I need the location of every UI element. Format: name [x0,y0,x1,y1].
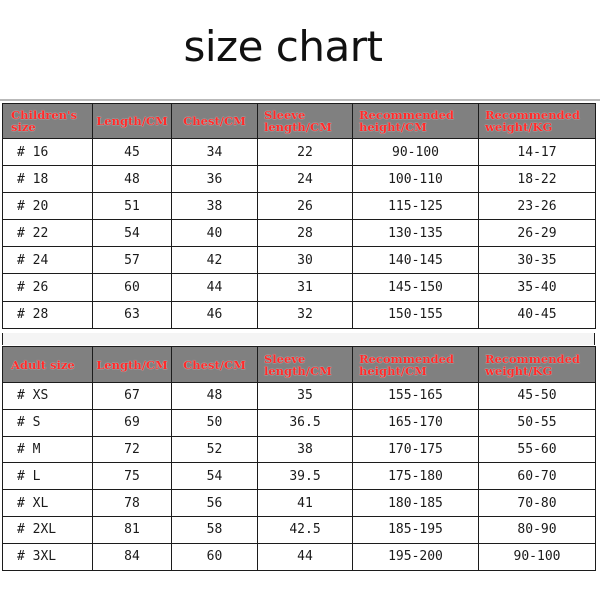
sleeve-cell: 42.5 [258,516,353,543]
height-cell: 185-195 [353,516,479,543]
table-row [3,383,596,410]
chest-cell: 36 [172,166,258,193]
sleeve-cell: 39.5 [258,463,353,490]
chest-cell: 40 [172,220,258,247]
table-row [3,220,596,247]
height-cell: 180-185 [353,490,479,517]
chest-cell: 60 [172,543,258,570]
size-cell: # 18 [3,166,93,193]
header-chest: Chest/CM [172,104,258,139]
table-row [3,543,596,570]
size-cell: # 20 [3,193,93,220]
header-recommended-weight: Recommended weight/KG [479,104,596,139]
table-row [3,274,596,301]
sleeve-cell: 38 [258,436,353,463]
weight-cell: 45-50 [479,383,596,410]
size-cell: # L [3,463,93,490]
chest-cell: 44 [172,274,258,301]
table-row [3,516,596,543]
header-length: Length/CM [93,104,172,139]
length-cell: 57 [93,247,172,274]
height-cell: 175-180 [353,463,479,490]
height-cell: 140-145 [353,247,479,274]
length-cell: 84 [93,543,172,570]
chest-cell: 42 [172,247,258,274]
table-row [3,166,596,193]
chest-cell: 34 [172,139,258,166]
header-recommended-height: Recommended height/CM [353,347,479,383]
height-cell: 150-155 [353,301,479,328]
weight-cell: 40-45 [479,301,596,328]
header-recommended-height: Recommended height/CM [353,104,479,139]
size-cell: # 2XL [3,516,93,543]
length-cell: 54 [93,220,172,247]
weight-cell: 23-26 [479,193,596,220]
weight-cell: 55-60 [479,436,596,463]
length-cell: 51 [93,193,172,220]
size-cell: # M [3,436,93,463]
weight-cell: 26-29 [479,220,596,247]
header-recommended-weight: Recommended weight/KG [479,347,596,383]
chest-cell: 50 [172,409,258,436]
sleeve-cell: 30 [258,247,353,274]
height-cell: 145-150 [353,274,479,301]
sleeve-cell: 44 [258,543,353,570]
size-cell: # 26 [3,274,93,301]
table-row [3,139,596,166]
height-cell: 90-100 [353,139,479,166]
weight-cell: 14-17 [479,139,596,166]
chest-cell: 46 [172,301,258,328]
table-row [3,436,596,463]
weight-cell: 50-55 [479,409,596,436]
weight-cell: 18-22 [479,166,596,193]
height-cell: 155-165 [353,383,479,410]
table-header-row [3,347,596,383]
length-cell: 78 [93,490,172,517]
length-cell: 75 [93,463,172,490]
length-cell: 72 [93,436,172,463]
size-cell: # XS [3,383,93,410]
table-row [3,301,596,328]
weight-cell: 35-40 [479,274,596,301]
sleeve-cell: 32 [258,301,353,328]
chest-cell: 52 [172,436,258,463]
length-cell: 69 [93,409,172,436]
size-cell: # 16 [3,139,93,166]
sleeve-cell: 41 [258,490,353,517]
sleeve-cell: 26 [258,193,353,220]
weight-cell: 90-100 [479,543,596,570]
sleeve-cell: 28 [258,220,353,247]
header-children-size: Children's size [3,104,93,139]
chest-cell: 58 [172,516,258,543]
header-chest: Chest/CM [172,347,258,383]
chest-cell: 56 [172,490,258,517]
size-cell: # XL [3,490,93,517]
header-adult-size: Adult size [3,347,93,383]
table-row [3,490,596,517]
size-cell: # 22 [3,220,93,247]
divider [0,99,600,101]
size-cell: # S [3,409,93,436]
header-length: Length/CM [93,347,172,383]
table-header-row [3,104,596,139]
weight-cell: 30-35 [479,247,596,274]
page-title: size chart [183,22,383,71]
size-cell: # 28 [3,301,93,328]
table-separator [2,333,595,345]
table-row [3,409,596,436]
length-cell: 67 [93,383,172,410]
table-row [3,463,596,490]
height-cell: 170-175 [353,436,479,463]
chest-cell: 48 [172,383,258,410]
header-sleeve-length: Sleeve length/CM [258,104,353,139]
header-sleeve-length: Sleeve length/CM [258,347,353,383]
height-cell: 130-135 [353,220,479,247]
length-cell: 60 [93,274,172,301]
chest-cell: 54 [172,463,258,490]
size-cell: # 24 [3,247,93,274]
adult-size-table [2,346,596,571]
height-cell: 115-125 [353,193,479,220]
length-cell: 81 [93,516,172,543]
height-cell: 165-170 [353,409,479,436]
table-row [3,193,596,220]
height-cell: 195-200 [353,543,479,570]
sleeve-cell: 35 [258,383,353,410]
sleeve-cell: 22 [258,139,353,166]
weight-cell: 80-90 [479,516,596,543]
sleeve-cell: 24 [258,166,353,193]
length-cell: 63 [93,301,172,328]
chest-cell: 38 [172,193,258,220]
weight-cell: 70-80 [479,490,596,517]
length-cell: 48 [93,166,172,193]
size-cell: # 3XL [3,543,93,570]
height-cell: 100-110 [353,166,479,193]
sleeve-cell: 36.5 [258,409,353,436]
children-size-table [2,103,596,329]
weight-cell: 60-70 [479,463,596,490]
sleeve-cell: 31 [258,274,353,301]
table-row [3,247,596,274]
length-cell: 45 [93,139,172,166]
